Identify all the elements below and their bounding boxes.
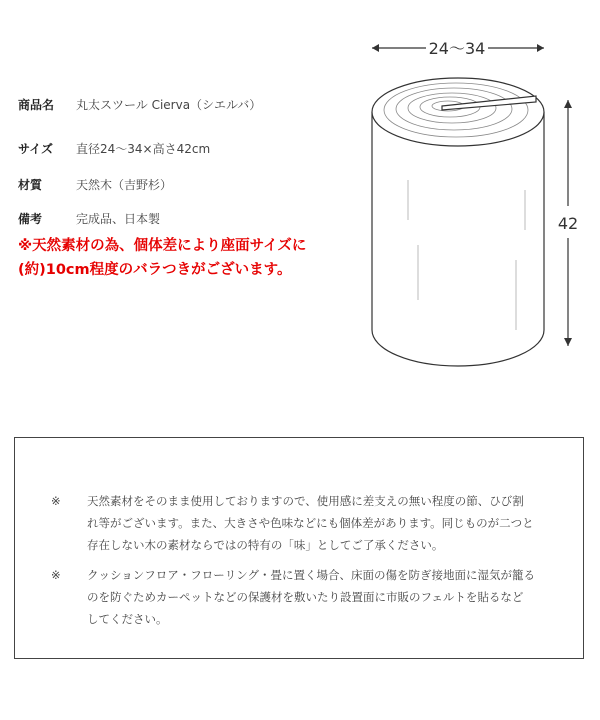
height-label: 42 xyxy=(557,214,579,233)
note-line: のを防ぐためカーペットなどの保護材を敷いたり設置面に市販のフェルトを貼るなど xyxy=(87,590,524,604)
stump-dimension-diagram xyxy=(360,30,590,375)
note-line: 天然素材をそのまま使用しておりますので、使用感に差支えの無い程度の節、ひび割 xyxy=(87,494,524,508)
note-line: れ等がございます。また、大きさや色味などにも個体差があります。同じものが二つと xyxy=(87,516,534,530)
height-dimension xyxy=(558,100,578,346)
spec-value: 完成品、日本製 xyxy=(76,212,161,226)
note-mark: ※ xyxy=(51,494,61,508)
note-line: してください。 xyxy=(87,612,168,626)
note-text xyxy=(87,564,577,630)
spec-value: 丸太スツール Cierva（シエルバ） xyxy=(76,98,262,112)
spec-label: 材質 xyxy=(18,178,43,192)
notes-box xyxy=(14,437,584,659)
stump-illustration xyxy=(372,78,544,366)
note-line: クッションフロア・フローリング・畳に置く場合、床面の傷を防ぎ接地面に湿気が籠る xyxy=(87,568,536,582)
note-text xyxy=(87,490,577,556)
spec-label: サイズ xyxy=(18,142,54,156)
width-dimension xyxy=(372,39,544,58)
note-mark: ※ xyxy=(51,568,61,582)
width-label: 24～34 xyxy=(428,39,486,58)
warning-line: (約)10cm程度のバラつきがございます。 xyxy=(18,262,292,278)
spec-value: 天然木（吉野杉） xyxy=(76,178,173,192)
size-variance-warning xyxy=(18,234,368,282)
note-line: 存在しない木の素材ならではの特有の「味」としてご了承ください。 xyxy=(87,538,444,552)
spec-label: 商品名 xyxy=(18,98,55,112)
warning-line: ※天然素材の為、個体差により座面サイズに xyxy=(18,238,307,254)
spec-label: 備考 xyxy=(18,212,43,226)
spec-value: 直径24～34×高さ42cm xyxy=(76,142,211,156)
